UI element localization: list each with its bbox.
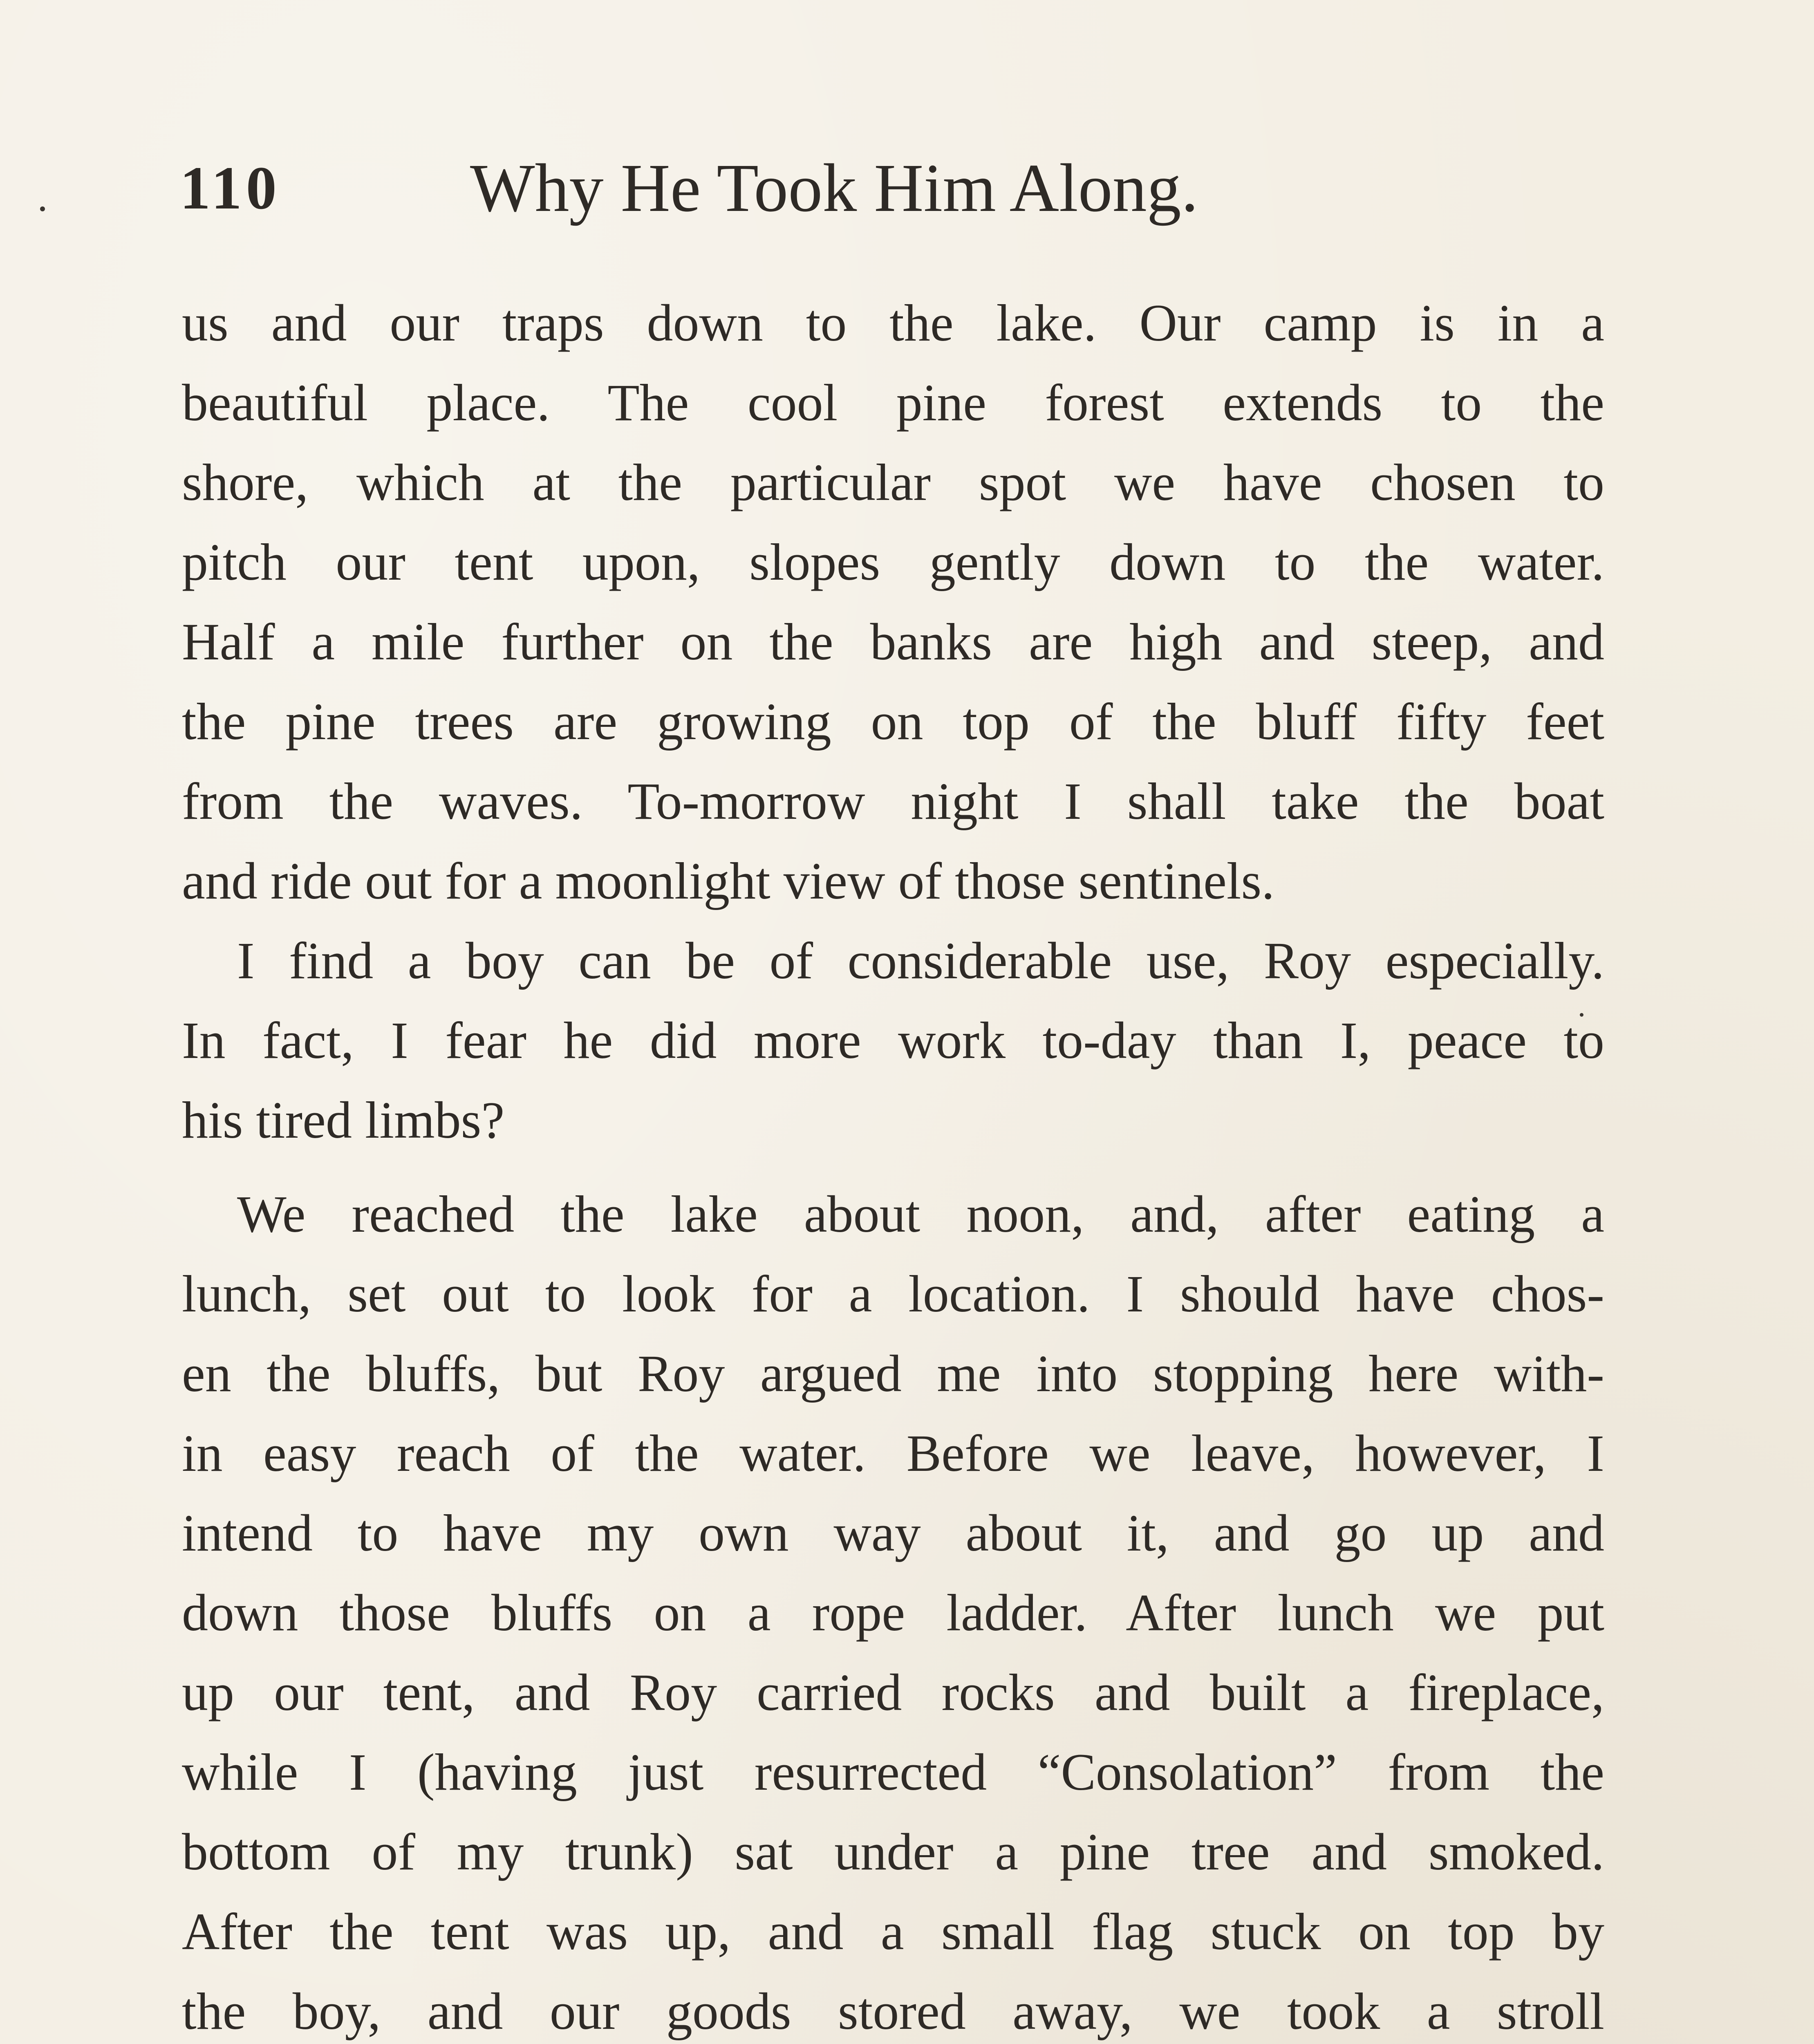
text-line: us and our traps down to the lake. Our camp is in a (182, 294, 1604, 352)
text-line: in easy reach of the water. Before we leave, however, I (182, 1424, 1604, 1482)
text-line: beautiful place. The cool pine forest extends to the (182, 374, 1604, 432)
text-line: After the tent was up, and a small flag stuck on top by (182, 1903, 1604, 1961)
text-line: while I (having just resurrected “Consolation” from the (182, 1743, 1604, 1801)
text-line: shore, which at the particular spot we have chosen to (182, 453, 1604, 511)
running-title: Why He Took Him Along. (470, 150, 1198, 226)
text-line: We reached the lake about noon, and, after eating a (237, 1185, 1604, 1243)
text-line: Half a mile further on the banks are high and steep, and (182, 613, 1604, 671)
page-header (180, 139, 1627, 237)
text-line: bottom of my trunk) sat under a pine tree and smoked. (182, 1823, 1604, 1881)
text-line: the boy, and our goods stored away, we took a stroll (182, 1982, 1604, 2040)
text-line: I find a boy can be of considerable use, Roy especially. (237, 932, 1604, 990)
ink-speck (40, 206, 45, 211)
text-line: down those bluffs on a rope ladder. After lunch we put (182, 1584, 1604, 1642)
text-line: the pine trees are growing on top of the bluff fifty feet (182, 693, 1604, 751)
text-line: his tired limbs? (182, 1091, 505, 1149)
text-line: lunch, set out to look for a location. I should have chos- (182, 1265, 1604, 1323)
text-line: up our tent, and Roy carried rocks and built a fireplace, (182, 1663, 1604, 1721)
text-line: from the waves. To-morrow night I shall take the boat (182, 772, 1604, 830)
text-line: and ride out for a moonlight view of those sentinels. (182, 852, 1275, 910)
text-line: In fact, I fear he did more work to-day than I, peace to (182, 1011, 1604, 1069)
page-number: 110 (180, 154, 281, 222)
text-line: pitch our tent upon, slopes gently down to the water. (182, 533, 1604, 591)
text-line: intend to have my own way about it, and go up and (182, 1504, 1604, 1562)
text-line: en the bluffs, but Roy argued me into stopping here with- (182, 1345, 1604, 1403)
